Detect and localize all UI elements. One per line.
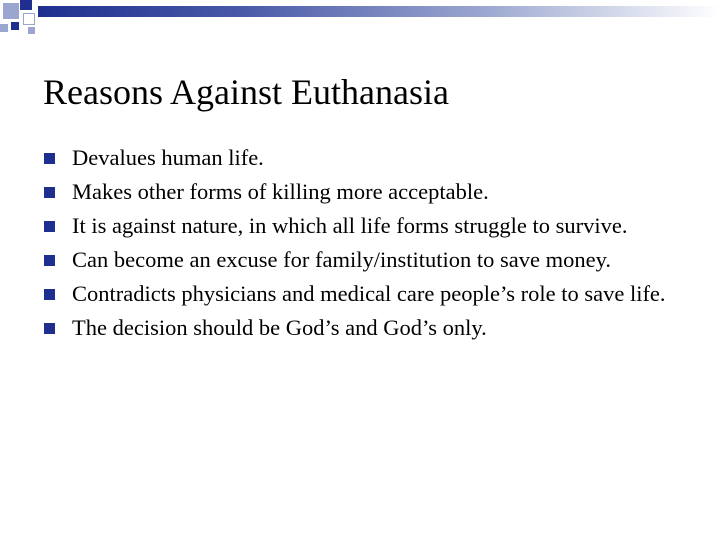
slide-title: Reasons Against Euthanasia [43, 72, 449, 112]
square-bullet-icon [44, 221, 55, 232]
square-bullet-icon [44, 289, 55, 300]
bullet-item [44, 213, 684, 239]
bullet-text: Can become an excuse for family/institution to save money. [72, 247, 612, 272]
bullet-text: Devalues human life. [72, 145, 264, 170]
square-bullet-icon [44, 153, 55, 164]
bullet-item [44, 145, 684, 171]
bullet-item [44, 179, 684, 205]
bullet-text: Makes other forms of killing more acceptable. [72, 179, 489, 204]
decor-square [23, 13, 35, 25]
bullet-item [44, 247, 684, 273]
square-bullet-icon [44, 255, 55, 266]
bullet-text: The decision should be God’s and God’s only. [72, 315, 487, 340]
decor-square [0, 24, 8, 32]
decorative-header [0, 0, 720, 38]
square-bullet-icon [44, 323, 55, 334]
square-bullet-icon [44, 187, 55, 198]
bullet-text: It is against nature, in which all life forms struggle to survive. [72, 213, 628, 238]
bullet-item [44, 281, 684, 307]
bullet-item [44, 315, 684, 341]
decor-square [3, 3, 19, 19]
decor-square [11, 22, 19, 30]
bullet-list [44, 145, 684, 349]
decor-square [20, 0, 32, 10]
header-gradient-bar [38, 6, 720, 17]
bullet-text: Contradicts physicians and medical care people’s role to save life. [72, 281, 666, 306]
decor-square [28, 27, 35, 34]
